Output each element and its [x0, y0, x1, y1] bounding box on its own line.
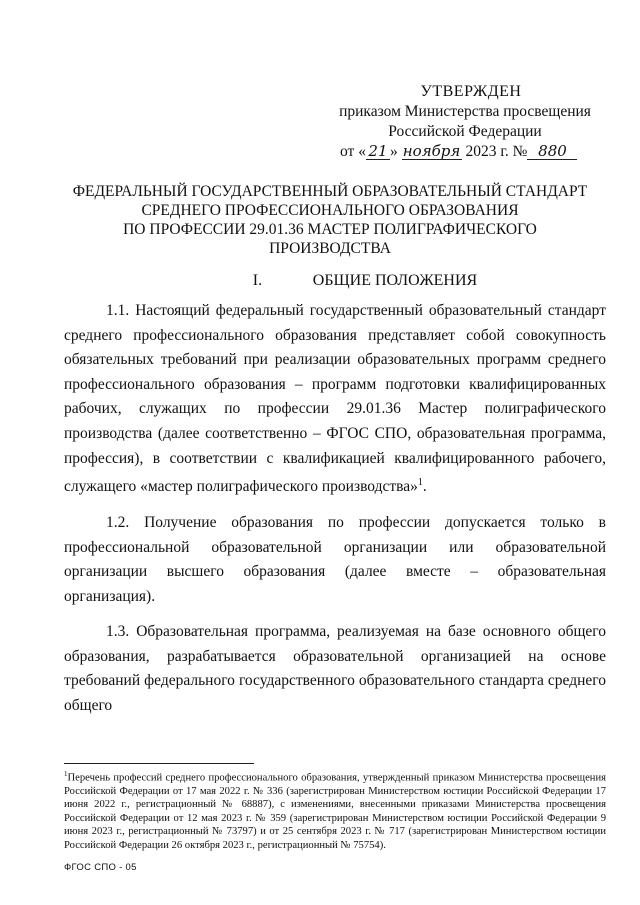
body-text — [64, 299, 606, 730]
handwritten-order-number: 880 — [527, 143, 577, 160]
section-number: I. — [252, 272, 263, 289]
paragraph-1-2: 1.2. Получение образования по профессии допускается только в профессиональной образовательной организации или образовательной организации высшего образования (далее вместе – образовательная организация). — [64, 513, 606, 605]
section-heading — [60, 272, 600, 290]
section-title: ОБЩИЕ ПОЛОЖЕНИЯ — [312, 272, 478, 289]
date-year: 2023 г. № — [465, 143, 528, 160]
footnote-ref: 1 — [417, 477, 423, 489]
title-line-2: СРЕДНЕГО ПРОФЕССИОНАЛЬНОГО ОБРАЗОВАНИЯ — [141, 202, 519, 219]
footnote-divider — [64, 763, 254, 764]
handwritten-day: 21 — [366, 143, 390, 160]
title-line-1: ФЕДЕРАЛЬНЫЙ ГОСУДАРСТВЕННЫЙ ОБРАЗОВАТЕЛЬНЫЙ СТАНДАРТ — [72, 183, 588, 200]
date-prefix: от « — [340, 143, 366, 160]
date-quote-close: » — [389, 143, 398, 160]
footnote-marker: 1 — [64, 770, 68, 778]
approval-country-line: Российской Федерации — [388, 123, 542, 140]
footnote — [64, 768, 606, 852]
title-line-4: ПРОИЗВОДСТВА — [269, 240, 391, 257]
approval-date-line — [330, 142, 600, 162]
approval-block — [330, 82, 600, 162]
approval-order-line: приказом Министерства просвещения — [339, 103, 591, 120]
standard-title — [60, 182, 600, 258]
footnote-text: Перечень профессий среднего профессионального образования, утвержденный приказом Министерства просвещения Российской Федерации от 17 мая 2022 г. № 336 (зарегистрирован Министерством юстиции Российской Федерации 17 июня 2022 г., регистрационный № 68887), с изменениями, внесенными приказами Министерства просвещения Российской Федерации от 12 мая 2023 г. № 359 (зарегистрирован Министерством юстиции Российской Федерации 9 июня 2023 г., регистрационный № 73797) и от 25 сентября 2023 г. № 717 (зарегистрирован Министерством юстиции Российской Федерации 26 октября 2023 г., регистрационный № 75754). — [64, 772, 606, 851]
title-line-3: ПО ПРОФЕССИИ 29.01.36 МАСТЕР ПОЛИГРАФИЧЕСКОГО — [123, 221, 537, 238]
paragraph-1-3: 1.3. Образовательная программа, реализуемая на базе основного общего образования, разрабатывается образовательной организацией на основе требований федерального государственного образовательного стандарта среднего общего — [64, 623, 606, 715]
footer-code: ФГОС СПО - 05 — [64, 862, 137, 873]
approved-heading: УТВЕРЖДЕН — [420, 83, 522, 100]
handwritten-month: ноября — [402, 142, 461, 160]
paragraph-1-1: 1.1. Настоящий федеральный государственный образовательный стандарт среднего профессионального образования представляет собой совокупность обязательных требований при реализации образовательных программ среднего профессионального образования – программ подготовки квалифицированных рабочих, служащих по профессии 29.01.36 Мастер полиграфического производства (далее соответственно – ФГОС СПО, образовательная программа, профессия), в соответствии с квалификацией квалифицированного рабочего, служащего «мастер полиграфического производства»$^1$. — [64, 302, 606, 496]
